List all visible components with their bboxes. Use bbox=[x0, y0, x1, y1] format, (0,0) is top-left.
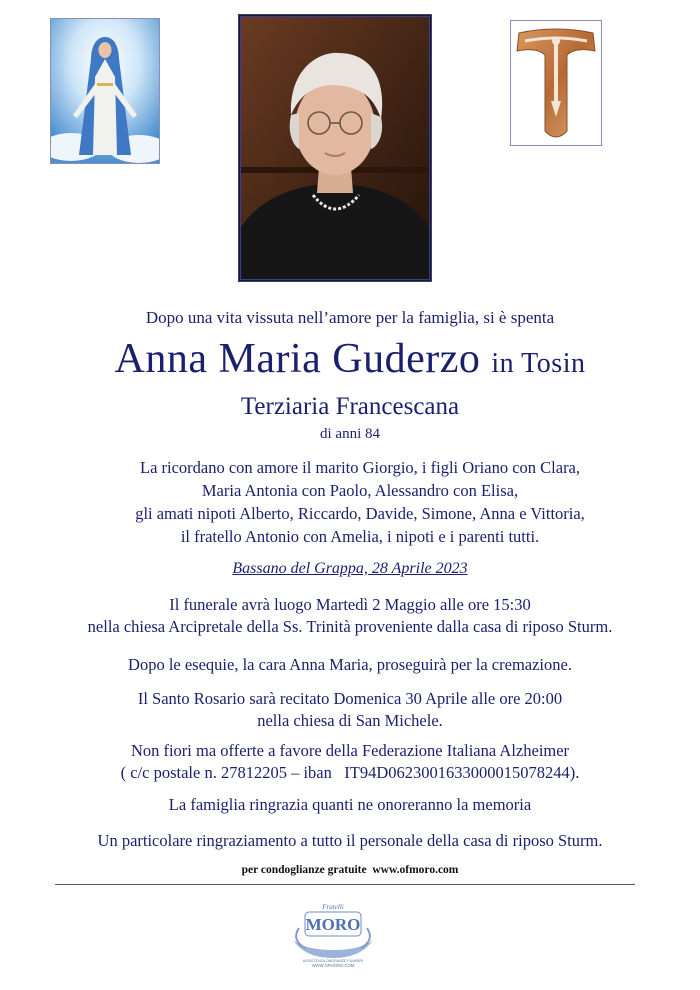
logo-tagline: ASSISTENZA ONORANZE FUNEBRI bbox=[302, 959, 364, 963]
mourners-line: gli amati nipoti Alberto, Riccardo, Davide, Simone, Anna e Vittoria, bbox=[135, 504, 585, 523]
tau-cross-image bbox=[510, 20, 602, 146]
donation-line: ( c/c postale n. 27812205 – iban IT94D0623001633000015078244). bbox=[120, 763, 580, 782]
madonna-image bbox=[50, 18, 160, 164]
donation-info bbox=[0, 740, 700, 784]
donation-line: Non fiori ma offerte a favore della Federazione Italiana Alzheimer bbox=[130, 741, 570, 760]
age-text: di anni 84 bbox=[320, 426, 380, 442]
family-thanks: La famiglia ringrazia quanti ne onoreranno la memoria bbox=[168, 795, 532, 814]
deceased-name: Anna Maria Guderzo bbox=[114, 336, 481, 382]
rosary-line: nella chiesa di San Michele. bbox=[257, 711, 443, 730]
logo-top-text: Fratelli bbox=[322, 903, 344, 911]
rosary-line: Il Santo Rosario sarà recitato Domenica 30 Aprile alle ore 20:00 bbox=[137, 689, 563, 708]
mourners-line: Maria Antonia con Paolo, Alessandro con Elisa, bbox=[201, 481, 519, 500]
logo-brand: MORO bbox=[305, 915, 361, 934]
staff-thanks: Un particolare ringraziamento a tutto il personale della casa di riposo Sturm. bbox=[97, 831, 603, 850]
mourners-paragraph bbox=[60, 456, 660, 548]
intro-text: Dopo una vita vissuta nell’amore per la famiglia, si è spenta bbox=[145, 308, 555, 327]
condolences-link[interactable]: per condoglianze gratuite www.ofmoro.com bbox=[241, 864, 459, 876]
cremation-info: Dopo le esequie, la cara Anna Maria, proseguirà per la cremazione. bbox=[128, 655, 572, 674]
religious-title: Terziaria Francescana bbox=[240, 393, 460, 420]
divider bbox=[55, 884, 635, 885]
rosary-info bbox=[0, 688, 700, 732]
funeral-home-logo bbox=[285, 898, 381, 968]
portrait-photo bbox=[238, 14, 432, 282]
mourners-line: il fratello Antonio con Amelia, i nipoti e i parenti tutti. bbox=[180, 527, 540, 546]
funeral-line: Il funerale avrà luogo Martedì 2 Maggio alle ore 15:30 bbox=[169, 595, 531, 614]
funeral-info bbox=[0, 594, 700, 638]
mourners-line: La ricordano con amore il marito Giorgio, i figli Oriano con Clara, bbox=[139, 458, 581, 477]
place-date: Bassano del Grappa, 28 Aprile 2023 bbox=[232, 560, 468, 577]
funeral-line: nella chiesa Arcipretale della Ss. Trinità proveniente dalla casa di riposo Sturm. bbox=[87, 617, 613, 636]
logo-url: WWW.OFMORO.COM bbox=[311, 963, 355, 968]
deceased-name-line bbox=[0, 334, 700, 389]
married-name: in Tosin bbox=[491, 348, 586, 379]
